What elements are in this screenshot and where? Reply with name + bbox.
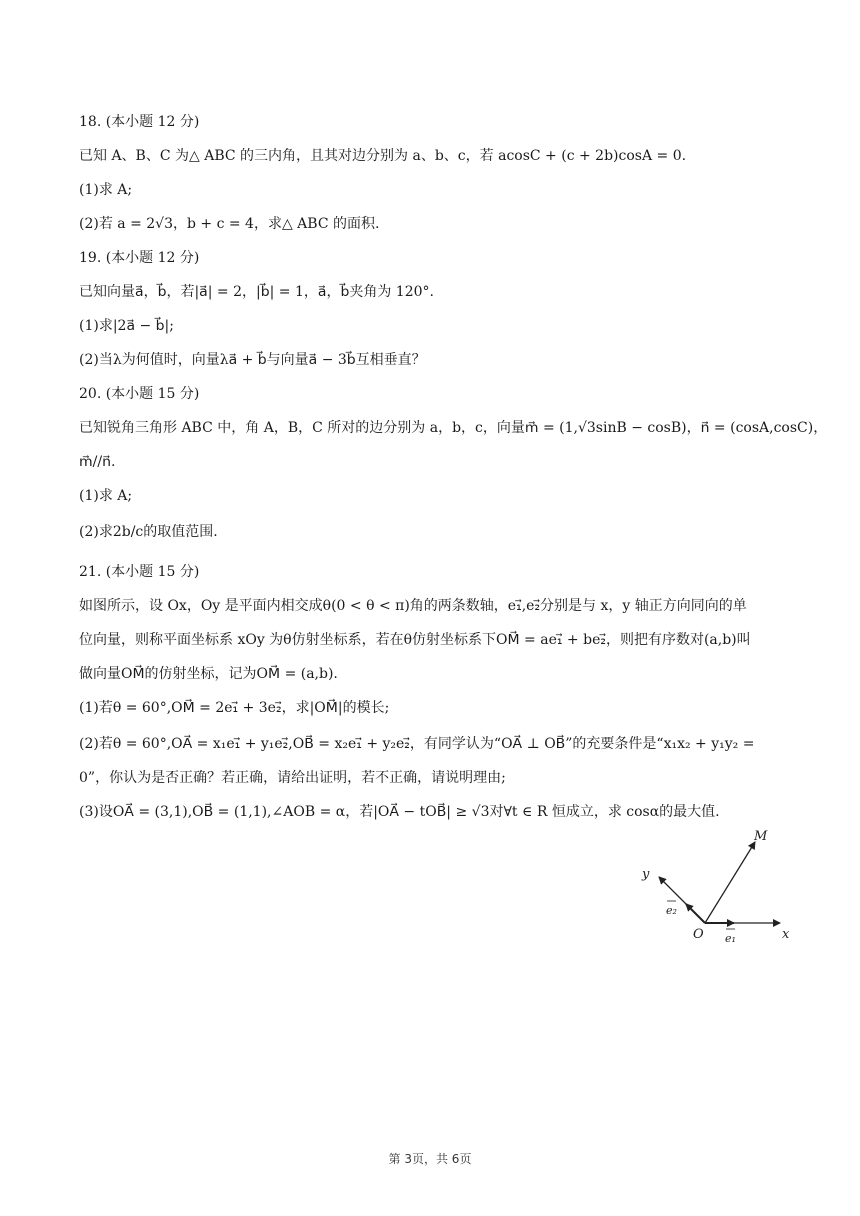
q20-part2: (2)求2b/c的取值范围.: [79, 524, 218, 540]
q21-part1: (1)若θ = 60°,OM⃗ = 2e₁⃗ + 3e₂⃗，求|OM⃗|的模长;: [79, 700, 390, 716]
q21-stem-line3: 做向量OM⃗的仿射坐标，记为OM⃗ = (a,b).: [79, 666, 338, 682]
q21-heading: 21. (本小题 15 分): [79, 564, 200, 580]
affine-coordinate-figure: [630, 818, 800, 943]
q19-stem: 已知向量a⃗，b⃗，若|a⃗| = 2，|b⃗| = 1，a⃗，b⃗夹角为 120°.: [79, 284, 434, 300]
label-y: y: [642, 867, 650, 882]
q21-part2-line1: (2)若θ = 60°,OA⃗ = x₁e₁⃗ + y₁e₂⃗,OB⃗ = x₂e₁⃗ + y₂e₂⃗，有同学认为“OA⃗ ⊥ OB⃗”的充要条件是“x₁x₂ + y₁y₂ =: [79, 736, 755, 752]
vector-om: [705, 842, 755, 923]
label-x: x: [782, 927, 790, 942]
unit-vector-e2: [686, 904, 705, 923]
q18-heading: 18. (本小题 12 分): [79, 114, 200, 130]
page-footer: 第 3页，共 6页: [388, 1152, 472, 1166]
q20-stem-line1: 已知锐角三角形 ABC 中，角 A，B，C 所对的边分别为 a，b，c，向量m⃗ = (1,√3sinB − cosB)，n⃗ = (cosA,cosC)，: [79, 420, 828, 436]
q21-part2-line2: 0”，你认为是否正确？若正确，请给出证明，若不正确，请说明理由;: [79, 770, 506, 786]
label-e1: e₁: [725, 932, 736, 943]
q19-part1: (1)求|2a⃗ − b⃗|;: [79, 318, 174, 334]
q19-part2: (2)当λ为何值时，向量λa⃗ + b⃗与向量a⃗ − 3b⃗互相垂直？: [79, 352, 426, 368]
q21-part3: (3)设OA⃗ = (3,1),OB⃗ = (1,1),∠AOB = α，若|OA⃗ − tOB⃗| ≥ √3对∀t ∈ R 恒成立，求 cosα的最大值.: [79, 804, 720, 820]
label-e2: e₂: [666, 904, 677, 917]
q18-part1: (1)求 A;: [79, 182, 133, 198]
q20-stem-line2: m⃗//n⃗.: [79, 454, 116, 470]
label-m: M: [754, 829, 768, 844]
q20-heading: 20. (本小题 15 分): [79, 386, 200, 402]
q20-part1: (1)求 A;: [79, 488, 133, 504]
label-o: O: [693, 927, 704, 942]
q18-part2: (2)若 a = 2√3，b + c = 4，求△ ABC 的面积.: [79, 216, 380, 232]
q19-heading: 19. (本小题 12 分): [79, 250, 200, 266]
q21-stem-line2: 位向量，则称平面坐标系 xOy 为θ仿射坐标系，若在θ仿射坐标系下OM⃗ = ae₁⃗ + be₂⃗，则把有序数对(a,b)叫: [79, 632, 751, 648]
q18-stem: 已知 A、B、C 为△ ABC 的三内角，且其对边分别为 a、b、c，若 acosC + (c + 2b)cosA = 0.: [79, 148, 687, 164]
q21-stem-line1: 如图所示，设 Ox，Oy 是平面内相交成θ(0 < θ < π)角的两条数轴，e₁⃗,e₂⃗分别是与 x，y 轴正方向同向的单: [79, 598, 747, 614]
